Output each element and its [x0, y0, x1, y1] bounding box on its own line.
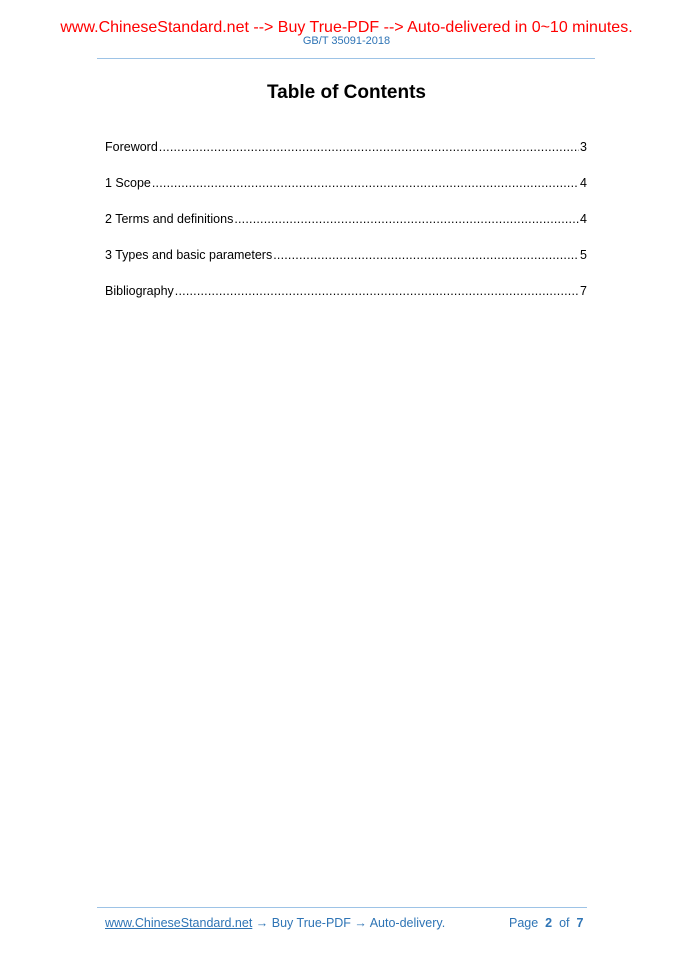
- header-divider: [97, 58, 595, 59]
- footer-promo: [105, 916, 445, 930]
- table-of-contents: [105, 139, 587, 319]
- footer-divider: [97, 907, 587, 908]
- toc-dot-leader: [175, 283, 579, 299]
- toc-entry-label: Foreword: [105, 140, 158, 154]
- toc-entry-terms[interactable]: [105, 211, 587, 247]
- toc-entry-types[interactable]: [105, 247, 587, 283]
- toc-entry-page: 3: [580, 140, 587, 154]
- toc-dot-leader: [234, 211, 579, 227]
- toc-entry-page: 7: [580, 284, 587, 298]
- footer-tagline: → Buy True-PDF → Auto-delivery.: [252, 916, 446, 930]
- toc-entry-page: 5: [580, 248, 587, 262]
- toc-entry-foreword[interactable]: [105, 139, 587, 175]
- toc-entry-label: 2 Terms and definitions: [105, 212, 234, 226]
- toc-entry-label: Bibliography: [105, 284, 174, 298]
- toc-entry-page: 4: [580, 212, 587, 226]
- toc-entry-label: 3 Types and basic parameters: [105, 248, 273, 262]
- footer-site-link[interactable]: www.ChineseStandard.net: [105, 916, 253, 930]
- top-banner[interactable]: www.ChineseStandard.net --> Buy True-PDF --> Auto-delivered in 0~10 minutes.: [60, 19, 633, 36]
- toc-title: Table of Contents: [266, 82, 427, 103]
- toc-dot-leader: [273, 247, 579, 263]
- toc-entry-bibliography[interactable]: [105, 283, 587, 319]
- page-word: Page: [509, 916, 539, 930]
- standard-code: GB/T 35091-2018: [302, 35, 391, 47]
- toc-dot-leader: [159, 139, 579, 155]
- toc-dot-leader: [152, 175, 579, 191]
- page-indicator: [509, 916, 583, 930]
- of-word: of: [559, 916, 570, 930]
- toc-entry-scope[interactable]: [105, 175, 587, 211]
- toc-entry-page: 4: [580, 176, 587, 190]
- page-current: 2: [545, 916, 553, 930]
- toc-entry-label: 1 Scope: [105, 176, 151, 190]
- page-total: 7: [576, 916, 584, 930]
